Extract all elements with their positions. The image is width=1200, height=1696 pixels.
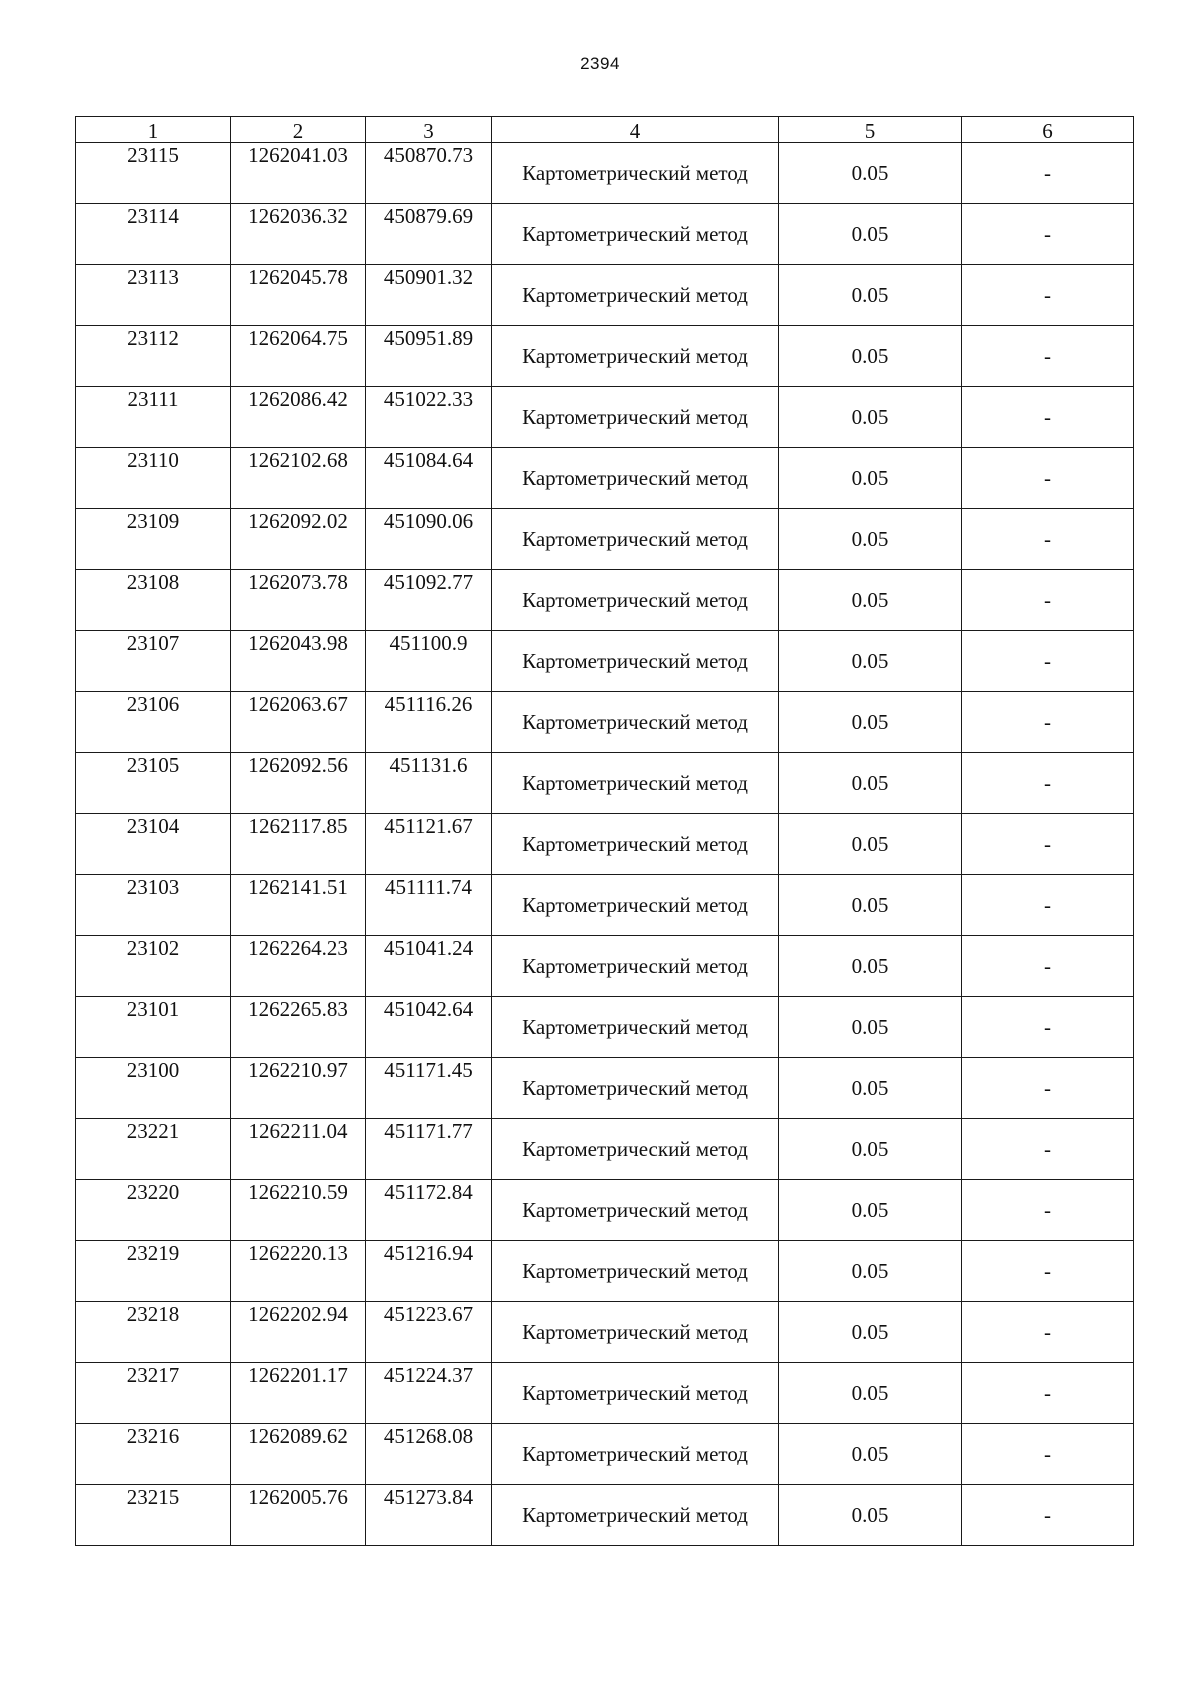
note-cell: - [962,1424,1134,1485]
coordinate-y-cell: 451273.84 [366,1485,492,1546]
table-row [76,631,1134,692]
point-number-cell: 23110 [76,448,231,509]
coordinate-y-cell: 451216.94 [366,1241,492,1302]
table-row [76,997,1134,1058]
table-row [76,1424,1134,1485]
coordinate-x-cell: 1262210.59 [231,1180,366,1241]
point-number-cell: 23217 [76,1363,231,1424]
point-number-cell: 23220 [76,1180,231,1241]
coordinate-x-cell: 1262265.83 [231,997,366,1058]
method-cell: Картометрический метод [492,997,779,1058]
coordinate-x-cell: 1262089.62 [231,1424,366,1485]
method-cell: Картометрический метод [492,204,779,265]
coordinate-x-cell: 1262073.78 [231,570,366,631]
point-number-cell: 23215 [76,1485,231,1546]
coordinate-x-cell: 1262043.98 [231,631,366,692]
coordinate-y-cell: 451131.6 [366,753,492,814]
coordinate-y-cell: 451041.24 [366,936,492,997]
method-cell: Картометрический метод [492,143,779,204]
coordinate-y-cell: 451268.08 [366,1424,492,1485]
point-number-cell: 23109 [76,509,231,570]
coordinate-x-cell: 1262064.75 [231,326,366,387]
table-row [76,692,1134,753]
method-cell: Картометрический метод [492,1241,779,1302]
method-cell: Картометрический метод [492,326,779,387]
table-row [76,1119,1134,1180]
method-cell: Картометрический метод [492,1363,779,1424]
table-row [76,387,1134,448]
note-cell: - [962,1363,1134,1424]
note-cell: - [962,875,1134,936]
note-cell: - [962,1302,1134,1363]
method-cell: Картометрический метод [492,1485,779,1546]
method-cell: Картометрический метод [492,1058,779,1119]
header-col-6: 6 [962,117,1134,143]
note-cell: - [962,1058,1134,1119]
table-row [76,448,1134,509]
note-cell: - [962,1485,1134,1546]
point-number-cell: 23101 [76,997,231,1058]
note-cell: - [962,936,1134,997]
note-cell: - [962,509,1134,570]
accuracy-cell: 0.05 [779,875,962,936]
method-cell: Картометрический метод [492,265,779,326]
coordinate-x-cell: 1262220.13 [231,1241,366,1302]
table-row [76,936,1134,997]
coordinate-y-cell: 451111.74 [366,875,492,936]
coordinate-y-cell: 450879.69 [366,204,492,265]
table-row [76,1302,1134,1363]
coordinate-x-cell: 1262211.04 [231,1119,366,1180]
table-row [76,1363,1134,1424]
method-cell: Картометрический метод [492,509,779,570]
header-col-2: 2 [231,117,366,143]
coordinate-y-cell: 451223.67 [366,1302,492,1363]
coordinate-x-cell: 1262005.76 [231,1485,366,1546]
header-col-3: 3 [366,117,492,143]
note-cell: - [962,631,1134,692]
coordinate-y-cell: 451042.64 [366,997,492,1058]
page-number: 2394 [580,54,620,73]
method-cell: Картометрический метод [492,1424,779,1485]
table-row [76,1058,1134,1119]
point-number-cell: 23107 [76,631,231,692]
table-row [76,143,1134,204]
table-row [76,326,1134,387]
coordinate-y-cell: 451224.37 [366,1363,492,1424]
accuracy-cell: 0.05 [779,204,962,265]
note-cell: - [962,1241,1134,1302]
accuracy-cell: 0.05 [779,753,962,814]
table-row [76,1180,1134,1241]
note-cell: - [962,1119,1134,1180]
coordinate-x-cell: 1262063.67 [231,692,366,753]
coordinate-x-cell: 1262201.17 [231,1363,366,1424]
note-cell: - [962,326,1134,387]
header-row [76,117,1134,143]
table-row [76,265,1134,326]
point-number-cell: 23219 [76,1241,231,1302]
method-cell: Картометрический метод [492,631,779,692]
coordinate-x-cell: 1262202.94 [231,1302,366,1363]
note-cell: - [962,814,1134,875]
coordinate-y-cell: 451092.77 [366,570,492,631]
method-cell: Картометрический метод [492,1119,779,1180]
method-cell: Картометрический метод [492,387,779,448]
note-cell: - [962,570,1134,631]
coordinate-y-cell: 451116.26 [366,692,492,753]
note-cell: - [962,692,1134,753]
coordinate-x-cell: 1262264.23 [231,936,366,997]
method-cell: Картометрический метод [492,570,779,631]
point-number-cell: 23115 [76,143,231,204]
accuracy-cell: 0.05 [779,1424,962,1485]
note-cell: - [962,1180,1134,1241]
table-row [76,204,1134,265]
coordinate-x-cell: 1262102.68 [231,448,366,509]
table-row [76,814,1134,875]
accuracy-cell: 0.05 [779,265,962,326]
accuracy-cell: 0.05 [779,631,962,692]
table-row [76,570,1134,631]
coordinate-x-cell: 1262045.78 [231,265,366,326]
accuracy-cell: 0.05 [779,936,962,997]
table-row [76,1485,1134,1546]
coordinate-y-cell: 450901.32 [366,265,492,326]
note-cell: - [962,143,1134,204]
point-number-cell: 23113 [76,265,231,326]
method-cell: Картометрический метод [492,1302,779,1363]
point-number-cell: 23216 [76,1424,231,1485]
coordinate-y-cell: 451022.33 [366,387,492,448]
accuracy-cell: 0.05 [779,1180,962,1241]
accuracy-cell: 0.05 [779,1302,962,1363]
method-cell: Картометрический метод [492,814,779,875]
coordinate-x-cell: 1262036.32 [231,204,366,265]
coordinate-x-cell: 1262092.02 [231,509,366,570]
coordinate-x-cell: 1262092.56 [231,753,366,814]
accuracy-cell: 0.05 [779,1485,962,1546]
method-cell: Картометрический метод [492,936,779,997]
coordinate-y-cell: 451090.06 [366,509,492,570]
method-cell: Картометрический метод [492,448,779,509]
accuracy-cell: 0.05 [779,814,962,875]
point-number-cell: 23108 [76,570,231,631]
accuracy-cell: 0.05 [779,570,962,631]
point-number-cell: 23221 [76,1119,231,1180]
table-row [76,1241,1134,1302]
coordinate-y-cell: 451121.67 [366,814,492,875]
point-number-cell: 23100 [76,1058,231,1119]
accuracy-cell: 0.05 [779,1241,962,1302]
coordinate-y-cell: 451084.64 [366,448,492,509]
header-col-5: 5 [779,117,962,143]
point-number-cell: 23106 [76,692,231,753]
table-row [76,509,1134,570]
table-body [76,143,1134,1546]
coordinate-y-cell: 451100.9 [366,631,492,692]
accuracy-cell: 0.05 [779,387,962,448]
accuracy-cell: 0.05 [779,1363,962,1424]
note-cell: - [962,387,1134,448]
table-row [76,875,1134,936]
coordinates-table [75,116,1134,1546]
coordinate-x-cell: 1262041.03 [231,143,366,204]
method-cell: Картометрический метод [492,875,779,936]
accuracy-cell: 0.05 [779,448,962,509]
coordinate-y-cell: 451171.77 [366,1119,492,1180]
point-number-cell: 23103 [76,875,231,936]
point-number-cell: 23114 [76,204,231,265]
accuracy-cell: 0.05 [779,1058,962,1119]
accuracy-cell: 0.05 [779,143,962,204]
point-number-cell: 23104 [76,814,231,875]
coordinate-y-cell: 450870.73 [366,143,492,204]
coordinate-y-cell: 451172.84 [366,1180,492,1241]
method-cell: Картометрический метод [492,753,779,814]
point-number-cell: 23102 [76,936,231,997]
coordinate-y-cell: 451171.45 [366,1058,492,1119]
note-cell: - [962,204,1134,265]
accuracy-cell: 0.05 [779,326,962,387]
coordinate-y-cell: 450951.89 [366,326,492,387]
accuracy-cell: 0.05 [779,509,962,570]
table-header [76,117,1134,143]
method-cell: Картометрический метод [492,1180,779,1241]
coordinate-x-cell: 1262210.97 [231,1058,366,1119]
coordinate-x-cell: 1262086.42 [231,387,366,448]
accuracy-cell: 0.05 [779,1119,962,1180]
point-number-cell: 23111 [76,387,231,448]
note-cell: - [962,448,1134,509]
note-cell: - [962,753,1134,814]
coordinate-x-cell: 1262117.85 [231,814,366,875]
note-cell: - [962,265,1134,326]
accuracy-cell: 0.05 [779,997,962,1058]
accuracy-cell: 0.05 [779,692,962,753]
note-cell: - [962,997,1134,1058]
point-number-cell: 23112 [76,326,231,387]
table-row [76,753,1134,814]
header-col-4: 4 [492,117,779,143]
coordinate-x-cell: 1262141.51 [231,875,366,936]
point-number-cell: 23218 [76,1302,231,1363]
method-cell: Картометрический метод [492,692,779,753]
header-col-1: 1 [76,117,231,143]
point-number-cell: 23105 [76,753,231,814]
